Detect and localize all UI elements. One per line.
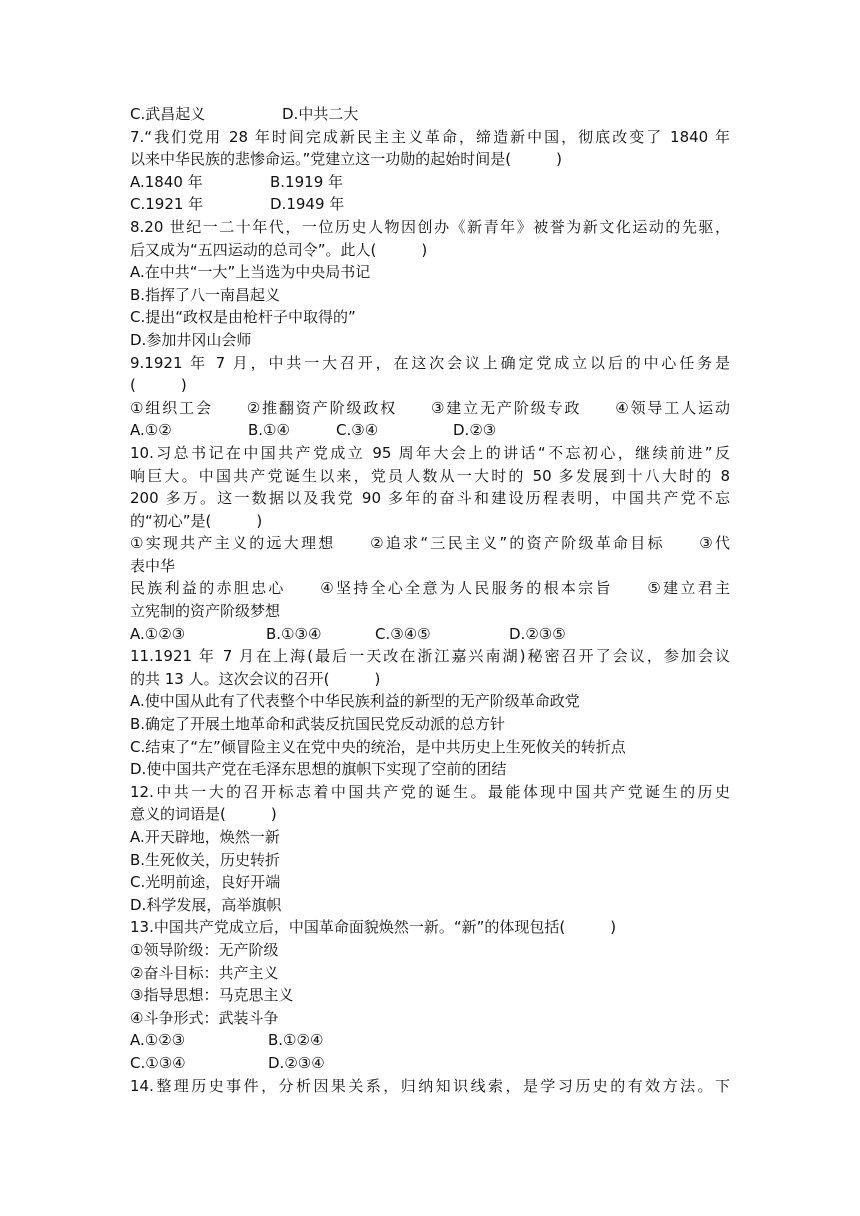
- text-line: ②奋斗目标：共产主义: [130, 963, 279, 982]
- option-text: D.②③: [453, 421, 497, 440]
- text-line: 12.中共一大的召开标志着中国共产党的诞生。最能体现中国共产党诞生的历史: [130, 782, 730, 801]
- text-line: 意义的词语是( ): [130, 805, 277, 824]
- options-row: [130, 419, 730, 442]
- option-text: B.①②④: [268, 1031, 324, 1050]
- option-text: D.②③④: [268, 1053, 325, 1072]
- option-text: B.1919 年: [270, 172, 344, 191]
- option-text: A.①②③: [130, 624, 186, 643]
- options-row: [130, 623, 730, 646]
- options-row: [130, 171, 730, 194]
- text-line: 14.整理历史事件，分析因果关系，归纳知识线索，是学习历史的有效方法。下: [130, 1076, 730, 1095]
- text-line: C.结束了“左”倾冒险主义在党中央的统治，是中共历史上生死攸关的转折点: [130, 737, 626, 756]
- text-line: ③指导思想：马克思主义: [130, 986, 294, 1005]
- options-row: [130, 1052, 730, 1075]
- text-line: A.使中国从此有了代表整个中华民族利益的新型的无产阶级革命政党: [130, 692, 580, 711]
- text-line: B.确定了开展土地革命和武装反抗国民党反动派的总方针: [130, 715, 506, 734]
- text-line: ①领导阶级：无产阶级: [130, 940, 279, 959]
- text-line: 7.“我们党用 28 年时间完成新民主主义革命，缔造新中国，彻底改变了 1840 年: [130, 127, 730, 146]
- text-line: 的共 13 人。这次会议的召开( ): [130, 669, 381, 688]
- option-text: B.①④: [248, 421, 290, 440]
- option-text: C.武昌起义: [130, 105, 206, 123]
- text-line: 11.1921 年 7 月在上海(最后一天改在浙江嘉兴南湖)秘密召开了会议，参加会议: [130, 647, 730, 666]
- text-line: 9.1921 年 7 月，中共一大召开，在这次会议上确定党成立以后的中心任务是: [130, 353, 730, 372]
- option-text: A.①②③: [130, 1031, 186, 1050]
- option-text: D.1949 年: [270, 195, 345, 214]
- text-line: D.使中国共产党在毛泽东思想的旗帜下实现了空前的团结: [130, 760, 507, 779]
- option-text: B.①③④: [266, 624, 322, 643]
- text-line: 的“初心”是( ): [130, 511, 263, 530]
- option-text: D.②③⑤: [509, 624, 566, 643]
- text-line: D.参加井冈山会师: [130, 330, 252, 349]
- text-line: A.开天辟地，焕然一新: [130, 828, 280, 846]
- text-line: ①实现共产主义的远大理想 ②追求“三民主义”的资产阶级革命目标 ③代: [130, 534, 730, 553]
- text-line: 10.习总书记在中国共产党成立 95 周年大会上的讲话“不忘初心，继续前进”反: [130, 443, 730, 462]
- text-line: 立宪制的资产阶级梦想: [130, 602, 281, 621]
- text-line: B.指挥了八一南昌起义: [130, 285, 281, 304]
- text-line: 200 多万。这一数据以及我党 90 多年的奋斗和建设历程表明，中国共产党不忘: [130, 489, 730, 508]
- text-line: ( ): [130, 376, 187, 395]
- text-line: ①组织工会 ②推翻资产阶级政权 ③建立无产阶级专政 ④领导工人运动: [130, 398, 730, 417]
- text-line: 以来中华民族的悲惨命运。”党建立这一功勋的起始时间是( ): [130, 150, 562, 169]
- text-line: A.在中共“一大”上当选为中央局书记: [130, 263, 371, 282]
- text-line: 民族利益的赤胆忠心 ④坚持全心全意为人民服务的根本宗旨 ⑤建立君主: [130, 579, 730, 598]
- options-row: [130, 193, 730, 216]
- text-line: D.科学发展，高举旗帜: [130, 895, 282, 914]
- text-line: C.提出“政权是由枪杆子中取得的”: [130, 308, 356, 327]
- text-line: 后又成为“五四运动的总司令”。此人( ): [130, 240, 428, 259]
- option-text: A.1840 年: [130, 172, 203, 191]
- text-line: 响巨大。中国共产党诞生以来，党员人数从一大时的 50 多发展到十八大时的 8: [130, 466, 730, 485]
- option-text: A.①②: [130, 421, 172, 440]
- text-line: 13.中国共产党成立后，中国革命面貌焕然一新。“新”的体现包括( ): [130, 918, 617, 937]
- option-text: C.③④⑤: [375, 624, 431, 643]
- text-line: B.生死攸关，历史转折: [130, 850, 281, 869]
- document-page: [130, 103, 730, 1097]
- text-line: ④斗争形式：武装斗争: [130, 1008, 279, 1027]
- option-text: C.1921 年: [130, 195, 204, 214]
- options-row: [130, 1029, 730, 1052]
- option-text: C.①③④: [130, 1053, 186, 1072]
- option-text: C.③④: [336, 421, 379, 440]
- text-line: 8.20 世纪一二十年代，一位历史人物因创办《新青年》被誉为新文化运动的先驱，: [130, 217, 730, 236]
- options-row: [130, 103, 730, 126]
- text-line: C.光明前途，良好开端: [130, 873, 281, 892]
- text-line: 表中华: [130, 556, 176, 575]
- option-text: D.中共二大: [282, 105, 359, 123]
